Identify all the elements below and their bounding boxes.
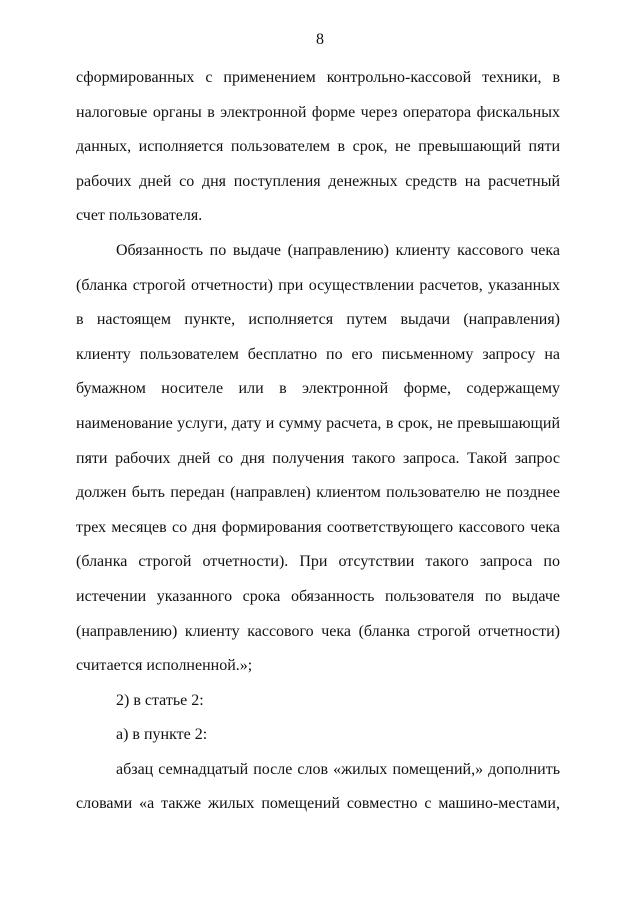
paragraph-article-2: 2) в статье 2: xyxy=(116,691,204,709)
paragraph-receipt-obligation: Обязанность по выдаче (направлению) клиенту кассового чека (бланка строгой отчетности) при осуществлении расчетов, указанных в настоящем пункте, исполняется путем выдачи (направления) клиенту пользователем бесплатно по его письменному запросу на бумажном носителе или в электронной форме, содержащему наименование услуги, дату и сумму расчета, в срок, не превышающий пяти рабочих дней со дня получения такого запроса. Такой запрос должен быть передан (направлен) клиентом пользователю не позднее трех месяцев со дня формирования соответствующего кассового чека (бланка строгой отчетности). При отсутствии такого запроса по истечении указанного срока обязанность пользователя по выдаче (направлению) клиенту кассового чека (бланка строгой отчетности) считается исполненной.»; xyxy=(76,241,560,675)
paragraph-continuation: сформированных с применением контрольно-кассовой техники, в налоговые органы в электронной форме через оператора фискальных данных, исполняется пользователем в срок, не превышающий пяти рабочих дней со дня поступления денежных средств на расчетный счет пользователя. xyxy=(76,69,560,225)
page-number: 8 xyxy=(316,31,324,48)
paragraph-seventeenth-indent: абзац семнадцатый после слов «жилых помещений,» дополнить словами «а также жилых помещений совместно с машино-местами, xyxy=(76,760,560,813)
document-body xyxy=(76,61,560,822)
paragraph-item-2: а) в пункте 2: xyxy=(116,726,208,744)
